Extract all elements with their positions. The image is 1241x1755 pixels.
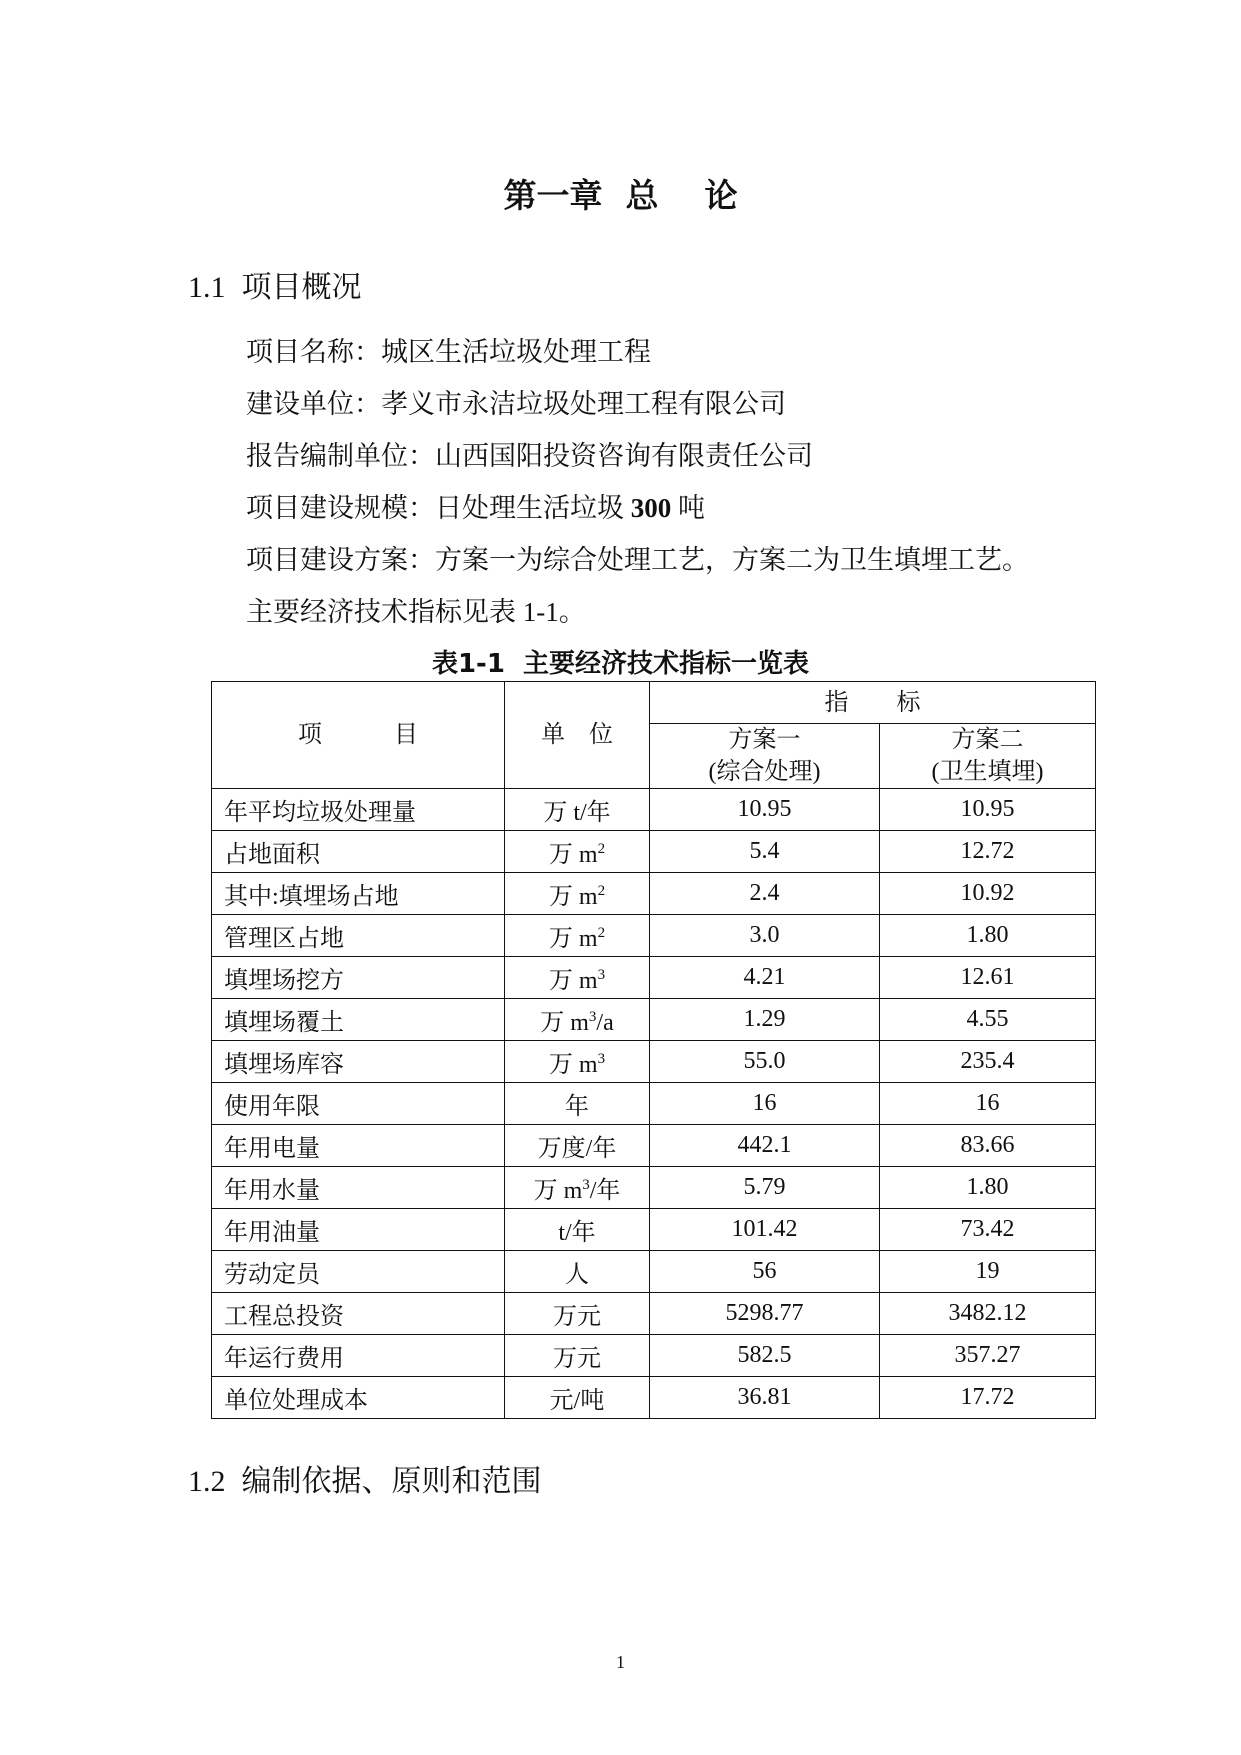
section-heading-1-1 (188, 262, 362, 306)
project-name-line: 项目名称：城区生活垃圾处理工程 (246, 337, 651, 367)
row-plan1-cell: 3.0 (650, 915, 880, 957)
row-unit-cell: 万 $m^3$ (505, 957, 650, 999)
row-plan1-cell: 582.5 (650, 1335, 880, 1377)
row-plan2-cell: 83.66 (880, 1125, 1096, 1167)
table-row (212, 1167, 1096, 1209)
row-plan2-cell: 73.42 (880, 1209, 1096, 1251)
builder-line: 建设单位：孝义市永洁垃圾处理工程有限公司 (246, 389, 786, 419)
row-plan1-cell: 36.81 (650, 1377, 880, 1419)
row-plan1-cell: 4.21 (650, 957, 880, 999)
row-unit-cell: 万 $m^2$ (505, 873, 650, 915)
table-body (212, 789, 1096, 1419)
table-row (212, 789, 1096, 831)
row-unit-cell: 万 $m^3/a$ (505, 999, 650, 1041)
row-plan1-cell: 2.4 (650, 873, 880, 915)
table-reference-line: 主要经济技术指标见表 1-1。 (246, 597, 586, 627)
row-item-cell: 管理区占地 (212, 915, 505, 957)
table-row (212, 831, 1096, 873)
chapter-title: 第一章 总 论 (503, 176, 738, 215)
row-unit-cell: 万 $m^3/$年 (505, 1167, 650, 1209)
row-plan2-cell: 4.55 (880, 999, 1096, 1041)
table-row (212, 915, 1096, 957)
row-plan2-cell: 10.95 (880, 789, 1096, 831)
row-item-cell: 工程总投资 (212, 1293, 505, 1335)
row-plan1-cell: 1.29 (650, 999, 880, 1041)
row-plan2-cell: 1.80 (880, 915, 1096, 957)
row-unit-cell: 万 $m^3$ (505, 1041, 650, 1083)
project-plan-line: 项目建设方案：方案一为综合处理工艺，方案二为卫生填埋工艺。 (246, 545, 1029, 575)
project-scale-line (246, 491, 705, 525)
row-unit-cell: 万度/年 (505, 1125, 650, 1167)
project-scale-unit: 吨 (678, 493, 705, 523)
row-plan2-cell: 19 (880, 1251, 1096, 1293)
row-plan1-cell: 442.1 (650, 1125, 880, 1167)
row-unit-cell: 万 $m^2$ (505, 831, 650, 873)
table-row (212, 1251, 1096, 1293)
row-plan2-cell: 16 (880, 1083, 1096, 1125)
row-unit-cell: 年 (505, 1083, 650, 1125)
row-plan2-cell: 235.4 (880, 1041, 1096, 1083)
row-plan2-cell: 357.27 (880, 1335, 1096, 1377)
row-plan1-cell: 55.0 (650, 1041, 880, 1083)
header-plan2-title: 方案二 (951, 727, 1024, 753)
row-item-cell: 劳动定员 (212, 1251, 505, 1293)
row-item-cell: 年用水量 (212, 1167, 505, 1209)
row-plan2-cell: 3482.12 (880, 1293, 1096, 1335)
row-plan2-cell: 10.92 (880, 873, 1096, 915)
header-plan2 (880, 724, 1096, 789)
row-plan1-cell: 56 (650, 1251, 880, 1293)
row-unit-cell: t/年 (505, 1209, 650, 1251)
table-row (212, 873, 1096, 915)
row-plan1-cell: 10.95 (650, 789, 880, 831)
section-number: 1.2 (188, 1465, 226, 1498)
row-item-cell: 年平均垃圾处理量 (212, 789, 505, 831)
table-row (212, 1125, 1096, 1167)
row-plan1-cell: 16 (650, 1083, 880, 1125)
row-plan2-cell: 17.72 (880, 1377, 1096, 1419)
row-item-cell: 填埋场挖方 (212, 957, 505, 999)
row-plan1-cell: 5.4 (650, 831, 880, 873)
header-item: 项 目 (212, 682, 505, 789)
header-unit: 单 位 (505, 682, 650, 789)
row-item-cell: 填埋场库容 (212, 1041, 505, 1083)
row-item-cell: 单位处理成本 (212, 1377, 505, 1419)
row-item-cell: 年运行费用 (212, 1335, 505, 1377)
row-plan1-cell: 101.42 (650, 1209, 880, 1251)
table-row (212, 957, 1096, 999)
table-row (212, 1293, 1096, 1335)
section-title: 编制依据、原则和范围 (241, 1465, 542, 1498)
row-plan1-cell: 5.79 (650, 1167, 880, 1209)
project-scale-label: 项目建设规模：日处理生活垃圾 (246, 493, 624, 523)
header-plan1-subtitle: (综合处理) (708, 759, 821, 785)
row-item-cell: 年用电量 (212, 1125, 505, 1167)
table-row (212, 1083, 1096, 1125)
row-unit-cell: 万 t/年 (505, 789, 650, 831)
table-row (212, 999, 1096, 1041)
section-title: 项目概况 (241, 271, 362, 304)
row-unit-cell: 万元 (505, 1335, 650, 1377)
header-plan1 (650, 724, 880, 789)
row-plan2-cell: 1.80 (880, 1167, 1096, 1209)
table-caption: 表1-1 主要经济技术指标一览表 (431, 649, 810, 679)
row-plan1-cell: 5298.77 (650, 1293, 880, 1335)
row-plan2-cell: 12.61 (880, 957, 1096, 999)
row-item-cell: 填埋场覆土 (212, 999, 505, 1041)
table-row (212, 1377, 1096, 1419)
row-unit-cell: 人 (505, 1251, 650, 1293)
table-row (212, 1209, 1096, 1251)
section-number: 1.1 (188, 271, 226, 304)
row-item-cell: 年用油量 (212, 1209, 505, 1251)
row-unit-cell: 元/吨 (505, 1377, 650, 1419)
table-row (212, 1335, 1096, 1377)
header-plan2-subtitle: (卫生填埋) (931, 759, 1044, 785)
header-plan1-title: 方案一 (728, 727, 801, 753)
row-unit-cell: 万元 (505, 1293, 650, 1335)
row-unit-cell: 万 $m^2$ (505, 915, 650, 957)
table-row (212, 1041, 1096, 1083)
row-plan2-cell: 12.72 (880, 831, 1096, 873)
report-compiler-line: 报告编制单位：山西国阳投资咨询有限责任公司 (246, 441, 813, 471)
section-heading-1-2 (188, 1456, 542, 1500)
row-item-cell: 其中:填埋场占地 (212, 873, 505, 915)
indicators-table (211, 681, 1096, 1419)
project-scale-value: 300 (630, 493, 672, 523)
page-number: 1 (616, 1652, 625, 1672)
row-item-cell: 使用年限 (212, 1083, 505, 1125)
header-indicator: 指 标 (650, 682, 1096, 724)
row-item-cell: 占地面积 (212, 831, 505, 873)
